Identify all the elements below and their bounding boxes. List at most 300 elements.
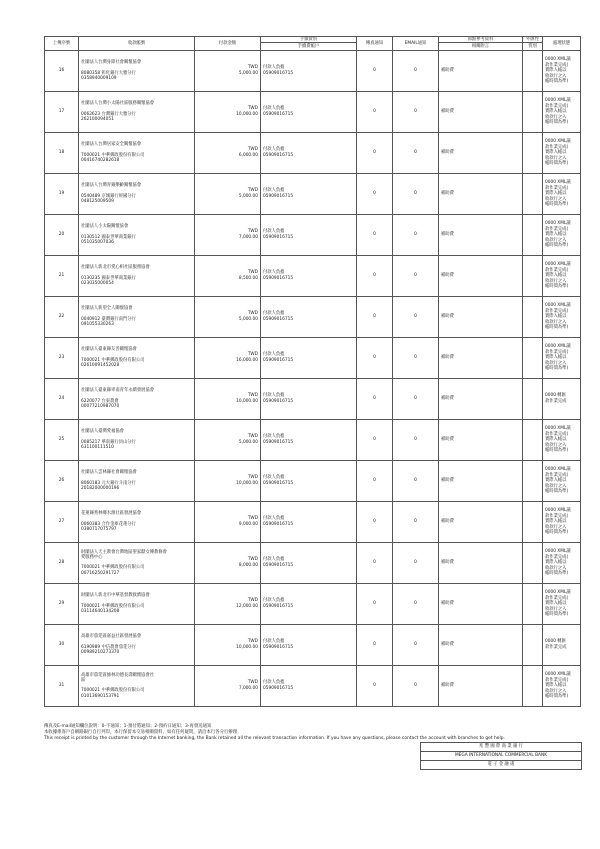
currency: TWD	[247, 680, 258, 686]
payee-name: 社團法人台灣身障社會關懷協會	[81, 60, 142, 66]
amount-value: 9,000.00	[238, 521, 258, 527]
status-line: 帳時間為準)	[545, 365, 569, 371]
email-cell: 0	[393, 91, 439, 132]
status-line: 款作業完成	[545, 644, 567, 650]
payee-cell	[79, 91, 195, 132]
fax-cell: 0	[357, 132, 393, 173]
payee-bank: 6190989 中信農會茄萣分行	[81, 644, 136, 650]
foreign-cell	[523, 665, 543, 706]
table-row	[45, 665, 581, 706]
payee-cell	[79, 255, 195, 296]
payee-account: 048125009509	[81, 199, 114, 205]
payee-account: 20182000000196	[81, 486, 120, 492]
fax-cell: 0	[357, 296, 393, 337]
status-line: 款作業完成(	[545, 308, 569, 314]
amount-value: 8,000.00	[238, 562, 258, 568]
status-cell	[543, 255, 581, 296]
payee-account: 631100111510	[81, 445, 114, 451]
amount-value: 12,000.00	[236, 603, 258, 609]
foreign-cell	[523, 460, 543, 501]
table-row	[45, 50, 581, 91]
status-line: 款作業完成(	[545, 595, 569, 601]
email-cell: 0	[393, 173, 439, 214]
fee-account: 05909016715	[263, 644, 294, 650]
currency: TWD	[247, 311, 258, 317]
amount-cell	[195, 378, 261, 419]
status-cell	[543, 214, 581, 255]
currency: TWD	[247, 106, 258, 112]
status-line: 實際入帳以	[545, 683, 567, 689]
fee-cell	[261, 665, 357, 706]
currency: TWD	[247, 352, 258, 358]
status-line: 款作業完成(	[545, 185, 569, 191]
fee-cell	[261, 624, 357, 665]
fee-bearer: 付款人負擔	[263, 639, 285, 645]
note-cell: 補助費	[439, 337, 523, 378]
payee-bank: 8080358 彰化銀行大雅分行	[81, 70, 136, 76]
status-line: 0000 XML議	[545, 672, 571, 678]
seq-cell: 18	[45, 132, 79, 173]
payee-cell	[79, 460, 195, 501]
fax-cell: 0	[357, 173, 393, 214]
status-line: 帳時間為準)	[545, 324, 569, 330]
fax-cell: 0	[357, 665, 393, 706]
payee-account: 00416740282618	[81, 158, 120, 164]
table-row	[45, 91, 581, 132]
table-row	[45, 419, 581, 460]
fee-account: 05909016715	[263, 521, 294, 527]
status-line: 帳時間為準)	[545, 119, 569, 125]
email-cell: 0	[393, 583, 439, 624]
note-cell: 補助費	[439, 419, 523, 460]
fax-cell: 0	[357, 583, 393, 624]
foreign-cell	[523, 50, 543, 91]
payee-cell	[79, 214, 195, 255]
foreign-cell	[523, 337, 543, 378]
fax-cell: 0	[357, 460, 393, 501]
status-line: 收款行之入	[545, 319, 567, 325]
fee-cell	[261, 419, 357, 460]
fee-bearer: 付款人負擔	[263, 311, 285, 317]
payee-account: 01013690153791	[81, 693, 120, 699]
status-cell	[543, 378, 581, 419]
status-cell	[543, 91, 581, 132]
fee-cell	[261, 91, 357, 132]
amount-cell	[195, 624, 261, 665]
foreign-cell	[523, 419, 543, 460]
status-line: 0000 XML議	[545, 262, 571, 268]
status-line: 實際入帳以	[545, 68, 567, 74]
foreign-cell	[523, 378, 543, 419]
currency: TWD	[247, 434, 258, 440]
fee-bearer: 付款人負擔	[263, 188, 285, 194]
table-row	[45, 624, 581, 665]
amount-value: 10,000.00	[236, 480, 258, 486]
fee-cell	[261, 296, 357, 337]
amount-cell	[195, 501, 261, 542]
status-line: 收款行之入	[545, 360, 567, 366]
table-row	[45, 583, 581, 624]
status-line: 0000 XML議	[545, 139, 571, 145]
amount-value: 5,000.00	[238, 439, 258, 445]
payee-account: 262100094051	[81, 117, 114, 123]
currency: TWD	[247, 270, 258, 276]
notice-legend: 傳真及E-mail通知欄位說明：0-不通知；1-預付將通知；2-預約日通知；3-再發送通知	[44, 724, 212, 729]
payee-account: 051035007036	[81, 240, 114, 246]
payee-bank: 6220077 台東農會	[81, 398, 119, 404]
payee-name-cont: 愛服務中心	[81, 554, 103, 560]
seq-cell: 30	[45, 624, 79, 665]
seq-cell: 20	[45, 214, 79, 255]
currency: TWD	[247, 475, 258, 481]
amount-value: 16,000.00	[236, 357, 258, 363]
fee-account: 05909016715	[263, 193, 294, 199]
status-line: 款作業完成(	[545, 513, 569, 519]
email-cell: 0	[393, 419, 439, 460]
table-row	[45, 296, 581, 337]
fee-cell	[261, 378, 357, 419]
table-row	[45, 214, 581, 255]
status-line: 0000 轉匯	[545, 639, 566, 645]
payee-name: 花蓮縣秀林鄉水源社區發展協會	[81, 511, 142, 517]
foreign-cell	[523, 255, 543, 296]
seq-cell: 26	[45, 460, 79, 501]
payee-bank: 7000021 中華郵政股份有限公司	[81, 603, 145, 609]
payee-bank: 7000021 中華郵政股份有限公司	[81, 152, 145, 158]
status-line: 收款行之入	[545, 442, 567, 448]
amount-value: 5,000.00	[238, 316, 258, 322]
amount-cell	[195, 296, 261, 337]
seq-cell: 22	[45, 296, 79, 337]
foreign-cell	[523, 583, 543, 624]
status-line: 款作業完成(	[545, 431, 569, 437]
amount-cell	[195, 542, 261, 583]
disclaimer-en: This receipt is printed by the customer through the Internet banking, the Bank retained all the relevant transaction information. If you have any questions, please contact the account with branches to get help.	[44, 736, 505, 742]
seq-cell: 17	[45, 91, 79, 132]
bank-name-en: MEGA INTERNATIONAL COMMERCIAL BANK	[421, 752, 581, 761]
amount-cell	[195, 460, 261, 501]
status-line: 帳時間為準)	[545, 529, 569, 535]
fax-cell: 0	[357, 337, 393, 378]
status-line: 款作業完成(	[545, 677, 569, 683]
status-line: 帳時間為準)	[545, 570, 569, 576]
status-cell	[543, 173, 581, 214]
email-cell: 0	[393, 378, 439, 419]
fax-cell: 0	[357, 91, 393, 132]
fee-account: 05909016715	[263, 357, 294, 363]
status-line: 0000 XML議	[545, 549, 571, 555]
status-line: 0000 轉匯	[545, 393, 566, 399]
note-cell: 補助費	[439, 460, 523, 501]
payee-name: 社團法人台灣青銀樂齡關懷協會	[81, 183, 142, 189]
payee-name: 社團法人小太陽關懷協會	[81, 224, 129, 230]
payee-cell	[79, 501, 195, 542]
payee-bank: 0130512 國泰世華商業銀行	[81, 234, 136, 240]
status-cell	[543, 501, 581, 542]
amount-value: 10,000.00	[236, 398, 258, 404]
seq-cell: 31	[45, 665, 79, 706]
status-line: 帳時間為準)	[545, 447, 569, 453]
seq-cell: 23	[45, 337, 79, 378]
status-cell	[543, 665, 581, 706]
fee-header-bottom: 手續費帳戶	[261, 42, 356, 49]
amount-cell	[195, 173, 261, 214]
payee-bank: 8060183 元大銀行斗南分行	[81, 480, 136, 486]
fax-header: 傳真通知	[357, 37, 393, 51]
status-line: 收款行之入	[545, 606, 567, 612]
fee-cell	[261, 214, 357, 255]
table-row	[45, 501, 581, 542]
email-cell: 0	[393, 296, 439, 337]
currency: TWD	[247, 598, 258, 604]
ref-header-bottom: 相關附言	[439, 42, 522, 49]
fee-account: 05909016715	[263, 439, 294, 445]
email-cell: 0	[393, 542, 439, 583]
fee-cell	[261, 50, 357, 91]
fee-cell	[261, 173, 357, 214]
status-line: 0000 XML議	[545, 590, 571, 596]
fee-bearer: 付款人負擔	[263, 352, 285, 358]
payee-name: 財團法人新北市中華基督教救濟協會	[81, 593, 150, 599]
status-line: 款作業完成(	[545, 62, 569, 68]
status-line: 帳時間為準)	[545, 242, 569, 248]
status-line: 0000 XML議	[545, 426, 571, 432]
fee-bearer: 付款人負擔	[263, 106, 285, 112]
fee-bearer: 付款人負擔	[263, 229, 285, 235]
currency: TWD	[247, 557, 258, 563]
foreign-cell	[523, 91, 543, 132]
amount-value: 6,000.00	[238, 152, 258, 158]
seq-cell: 21	[45, 255, 79, 296]
fee-cell	[261, 583, 357, 624]
fax-cell: 0	[357, 50, 393, 91]
fee-bearer: 付款人負擔	[263, 270, 285, 276]
payee-cell	[79, 173, 195, 214]
bank-section: 電 子 金 融 處	[487, 762, 515, 767]
status-cell	[543, 296, 581, 337]
ref-header	[439, 37, 523, 51]
amount-value: 5,000.00	[238, 193, 258, 199]
fee-cell	[261, 255, 357, 296]
payee-bank: 0062623 台灣銀行大雅分行	[81, 111, 136, 117]
status-line: 收款行之入	[545, 278, 567, 284]
status-line: 款作業完成	[545, 398, 567, 404]
amount-value: 8,500.00	[238, 275, 258, 281]
status-cell	[543, 624, 581, 665]
payee-account: 00989210273370	[81, 650, 120, 656]
status-header: 處理狀態	[543, 37, 581, 51]
status-line: 實際入帳以	[545, 355, 567, 361]
table-row	[45, 542, 581, 583]
payee-header: 收款帳號	[79, 37, 195, 51]
currency: TWD	[247, 229, 258, 235]
currency: TWD	[247, 147, 258, 153]
foreign-cell	[523, 296, 543, 337]
status-line: 實際入帳以	[545, 273, 567, 279]
payee-name: 社團法人臺東縣友善關懷協會	[81, 347, 137, 353]
status-line: 0000 XML議	[545, 508, 571, 514]
fee-bearer: 付款人負擔	[263, 598, 285, 604]
status-cell	[543, 50, 581, 91]
note-cell: 補助費	[439, 583, 523, 624]
payee-account: 091055330263	[81, 322, 114, 328]
note-cell: 補助費	[439, 624, 523, 665]
foreign-cell	[523, 501, 543, 542]
payee-account: 0358940009109	[81, 76, 117, 82]
fee-account: 05909016715	[263, 152, 294, 158]
receipt-sheet	[44, 36, 580, 707]
fax-cell: 0	[357, 624, 393, 665]
fee-cell	[261, 132, 357, 173]
status-line: 收款行之入	[545, 565, 567, 571]
payee-name: 社團法人台灣小太陽社區服務關懷協會	[81, 101, 155, 107]
status-line: 收款行之入	[545, 196, 567, 202]
note-cell: 補助費	[439, 91, 523, 132]
status-line: 實際入帳以	[545, 560, 567, 566]
seq-header: 上傳序號	[45, 37, 79, 51]
receipt-footer	[44, 724, 580, 743]
fee-bearer: 付款人負擔	[263, 516, 285, 522]
amount-value: 10,000.00	[236, 111, 258, 117]
currency: TWD	[247, 639, 258, 645]
amount-cell	[195, 214, 261, 255]
fee-cell	[261, 542, 357, 583]
status-cell	[543, 583, 581, 624]
seq-cell: 27	[45, 501, 79, 542]
status-line: 帳時間為準)	[545, 693, 569, 699]
status-line: 實際入帳以	[545, 314, 567, 320]
transaction-table	[44, 36, 581, 707]
status-line: 0000 XML議	[545, 98, 571, 104]
status-line: 0000 XML議	[545, 180, 571, 186]
payee-name: 社團法人台灣居家安全關懷協會	[81, 142, 142, 148]
fax-cell: 0	[357, 214, 393, 255]
amount-value: 7,000.00	[238, 234, 258, 240]
payee-bank: 7000021 中華郵政股份有限公司	[81, 565, 145, 571]
table-row	[45, 378, 581, 419]
fee-header-top: 手續費別	[299, 37, 318, 42]
status-line: 帳時間為準)	[545, 78, 569, 84]
status-cell	[543, 132, 581, 173]
payee-account: 02610091452028	[81, 363, 120, 369]
status-line: 收款行之入	[545, 237, 567, 243]
status-line: 實際入帳以	[545, 437, 567, 443]
email-cell: 0	[393, 214, 439, 255]
seq-cell: 29	[45, 583, 79, 624]
status-line: 0000 XML議	[545, 344, 571, 350]
fee-cell	[261, 460, 357, 501]
currency: TWD	[247, 393, 258, 399]
currency: TWD	[247, 65, 258, 71]
status-line: 0000 XML議	[545, 57, 571, 63]
payee-account: 00077210987070	[81, 404, 120, 410]
payee-cell	[79, 132, 195, 173]
email-cell: 0	[393, 50, 439, 91]
note-cell: 補助費	[439, 214, 523, 255]
fee-bearer: 付款人負擔	[263, 557, 285, 563]
status-cell	[543, 542, 581, 583]
fax-cell: 0	[357, 542, 393, 583]
foreign-cell	[523, 214, 543, 255]
status-line: 實際入帳以	[545, 601, 567, 607]
payee-cell	[79, 337, 195, 378]
email-cell: 0	[393, 460, 439, 501]
status-line: 實際入帳以	[545, 109, 567, 115]
fee-bearer: 付款人負擔	[263, 475, 285, 481]
status-line: 帳時間為準)	[545, 283, 569, 289]
fax-cell: 0	[357, 419, 393, 460]
amount-cell	[195, 132, 261, 173]
amount-cell	[195, 337, 261, 378]
payee-name: 社團法人新北市愛心相社區服務協會	[81, 265, 150, 271]
table-row	[45, 132, 581, 173]
payee-account: 0380717075797	[81, 527, 117, 533]
status-line: 0000 XML議	[545, 221, 571, 227]
status-line: 帳時間為準)	[545, 611, 569, 617]
payee-account: 03114640134208	[81, 609, 120, 615]
payee-name: 高雄市茄萣區嘉益社區發展協會	[81, 634, 142, 640]
fee-cell	[261, 501, 357, 542]
fax-cell: 0	[357, 501, 393, 542]
email-cell: 0	[393, 337, 439, 378]
status-line: 收款行之入	[545, 483, 567, 489]
payee-account: 023035000054	[81, 281, 114, 287]
payee-name: 財團法人天主教會台灣地區聖家獻女傳教修會	[81, 549, 167, 555]
foreign-cell	[523, 624, 543, 665]
fee-account: 05909016715	[263, 70, 294, 76]
status-line: 實際入帳以	[545, 519, 567, 525]
status-cell	[543, 460, 581, 501]
status-line: 款作業完成(	[545, 472, 569, 478]
fee-account: 05909016715	[263, 111, 294, 117]
fee-account: 05909016715	[263, 275, 294, 281]
seq-cell: 19	[45, 173, 79, 214]
note-cell: 補助費	[439, 501, 523, 542]
status-line: 實際入帳以	[545, 478, 567, 484]
note-cell: 補助費	[439, 378, 523, 419]
amount-cell	[195, 419, 261, 460]
email-cell: 0	[393, 624, 439, 665]
amount-cell	[195, 665, 261, 706]
status-line: 款作業完成(	[545, 267, 569, 273]
payee-cell	[79, 50, 195, 91]
fee-bearer: 付款人負擔	[263, 434, 285, 440]
status-line: 帳時間為準)	[545, 201, 569, 207]
foreign-cell	[523, 173, 543, 214]
fax-cell: 0	[357, 378, 393, 419]
payee-name: 高雄市茄萣區綠林功德長壽關懷協會社	[81, 672, 155, 678]
payee-name-cont: 區	[81, 677, 86, 683]
table-row	[45, 337, 581, 378]
fee-cell	[261, 337, 357, 378]
fee-account: 05909016715	[263, 398, 294, 404]
fee-account: 05909016715	[263, 685, 294, 691]
status-line: 0000 XML議	[545, 467, 571, 473]
table-header	[45, 37, 581, 51]
note-cell: 補助費	[439, 173, 523, 214]
status-line: 收款行之入	[545, 688, 567, 694]
seq-cell: 16	[45, 50, 79, 91]
payee-cell	[79, 419, 195, 460]
fee-header	[261, 37, 357, 51]
fee-account: 05909016715	[263, 316, 294, 322]
amount-header: 付款金額	[195, 37, 261, 51]
status-line: 款作業完成(	[545, 226, 569, 232]
fee-bearer: 付款人負擔	[263, 680, 285, 686]
status-line: 收款行之入	[545, 114, 567, 120]
note-cell: 補助費	[439, 132, 523, 173]
note-cell: 補助費	[439, 255, 523, 296]
